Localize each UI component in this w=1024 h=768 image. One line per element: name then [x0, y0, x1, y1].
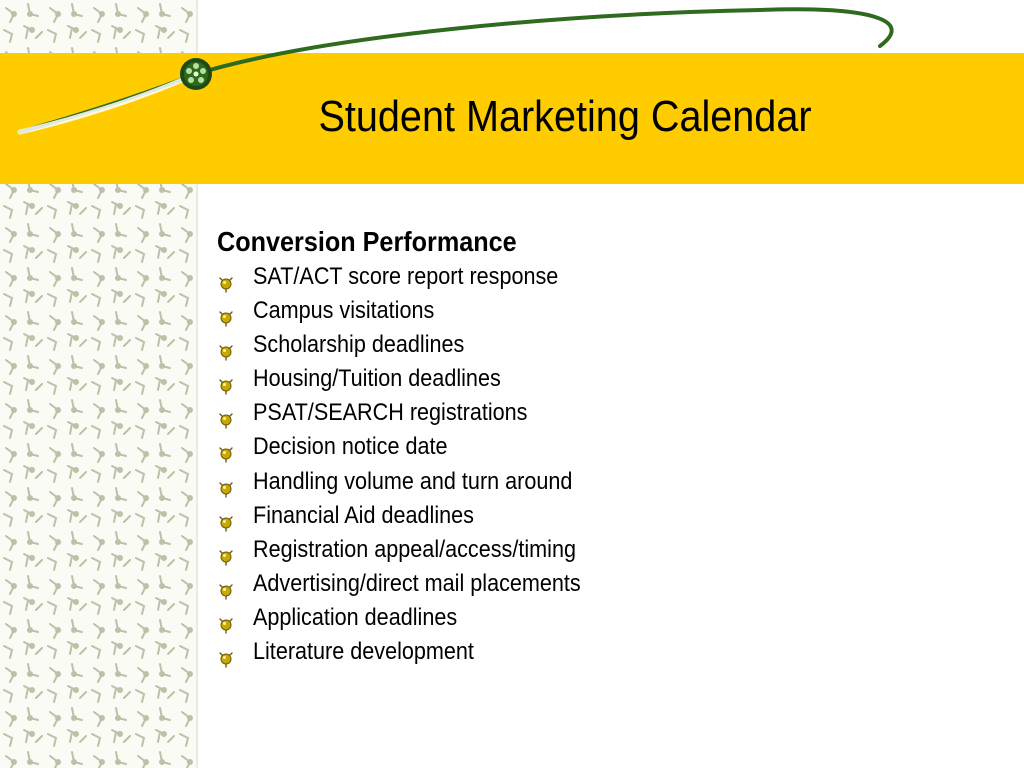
bullet-item [217, 601, 997, 635]
bullet-list [217, 260, 997, 669]
bullet-text: Literature development [253, 638, 474, 666]
bullet-text: Registration appeal/access/timing [253, 535, 576, 563]
bullet-item [217, 499, 997, 533]
molecule-bullet-icon [217, 269, 235, 287]
bullet-item [217, 635, 997, 669]
bullet-item [217, 465, 997, 499]
bullet-text: Application deadlines [253, 603, 458, 631]
molecule-bullet-icon [217, 337, 235, 355]
molecule-bullet-icon [217, 508, 235, 526]
molecule-bullet-icon [217, 371, 235, 389]
slide-content [217, 224, 997, 669]
bullet-item [217, 396, 997, 430]
bullet-item [217, 294, 997, 328]
slide-title: Student Marketing Calendar [318, 92, 812, 141]
molecule-bullet-icon [217, 644, 235, 662]
molecule-bullet-icon [217, 576, 235, 594]
bullet-item [217, 567, 997, 601]
bullet-text: Scholarship deadlines [253, 331, 465, 359]
bullet-text: Handling volume and turn around [253, 467, 573, 495]
bullet-item [217, 260, 997, 294]
bullet-text: Financial Aid deadlines [253, 501, 474, 529]
molecule-bullet-icon [217, 303, 235, 321]
bullet-item [217, 362, 997, 396]
molecule-bullet-icon [217, 610, 235, 628]
molecule-bullet-icon [217, 474, 235, 492]
bullet-text: Housing/Tuition deadlines [253, 365, 501, 393]
section-heading: Conversion Performance [217, 226, 517, 257]
bullet-text: SAT/ACT score report response [253, 263, 559, 290]
bullet-item [217, 533, 997, 567]
molecule-bullet-icon [217, 439, 235, 457]
bullet-text: PSAT/SEARCH registrations [253, 399, 528, 427]
bullet-text: Decision notice date [253, 433, 448, 461]
bullet-item [217, 430, 997, 464]
molecule-bullet-icon [217, 405, 235, 423]
bullet-item [217, 328, 997, 362]
molecule-bullet-icon [217, 542, 235, 560]
bullet-text: Campus visitations [253, 297, 435, 325]
bullet-text: Advertising/direct mail placements [253, 569, 581, 597]
